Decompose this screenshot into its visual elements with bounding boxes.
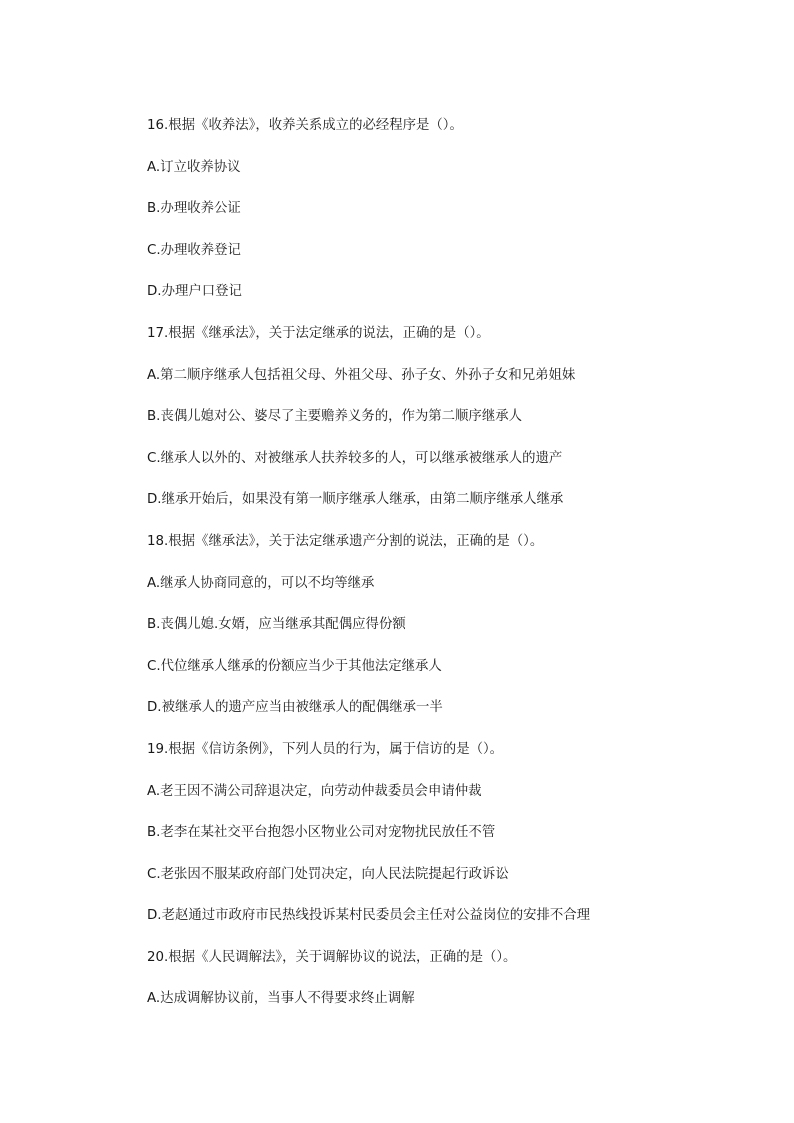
- option-d: D.被继承人的遗产应当由被继承人的配偶继承一半: [147, 700, 443, 716]
- option-d: D.老赵通过市政府市民热线投诉某村民委员会主任对公益岗位的安排不合理: [147, 908, 591, 924]
- option-a: A.达成调解协议前，当事人不得要求终止调解: [147, 991, 415, 1007]
- question-stem: 19.根据《信访条例》，下列人员的行为，属于信访的是（）。: [147, 741, 504, 757]
- option-a: A.订立收养协议: [147, 159, 241, 175]
- option-c: C.代位继承人继承的份额应当少于其他法定继承人: [147, 658, 442, 674]
- option-b: B.老李在某社交平台抱怨小区物业公司对宠物扰民放任不管: [147, 825, 496, 841]
- option-b: B.丧偶儿媳.女婿，应当继承其配偶应得份额: [147, 617, 406, 633]
- question-list: [147, 116, 747, 1031]
- option-a: A.老王因不满公司辞退决定，向劳动仲裁委员会申请仲裁: [147, 783, 482, 799]
- option-c: C.继承人以外的、对被继承人扶养较多的人，可以继承被继承人的遗产: [147, 450, 563, 466]
- option-a: A.继承人协商同意的，可以不均等继承: [147, 575, 375, 591]
- question-stem: 17.根据《继承法》，关于法定继承的说法，正确的是（）。: [147, 325, 490, 341]
- option-a: A.第二顺序继承人包括祖父母、外祖父母、孙子女、外孙子女和兄弟姐妹: [147, 367, 576, 383]
- question-stem: 16.根据《收养法》，收养关系成立的必经程序是（）。: [147, 118, 463, 133]
- option-c: C.老张因不服某政府部门处罚决定，向人民法院提起行政诉讼: [147, 866, 509, 882]
- option-d: D.办理户口登记: [147, 284, 242, 300]
- question-stem: 18.根据《继承法》，关于法定继承遗产分割的说法，正确的是（）。: [147, 533, 544, 549]
- question-stem: 20.根据《人民调解法》，关于调解协议的说法，正确的是（）。: [147, 949, 517, 965]
- option-d: D.继承开始后，如果没有第一顺序继承人继承，由第二顺序继承人继承: [147, 492, 564, 508]
- option-c: C.办理收养登记: [147, 242, 241, 258]
- option-b: B.办理收养公证: [147, 201, 241, 217]
- option-b: B.丧偶儿媳对公、婆尽了主要赡养义务的，作为第二顺序继承人: [147, 409, 522, 425]
